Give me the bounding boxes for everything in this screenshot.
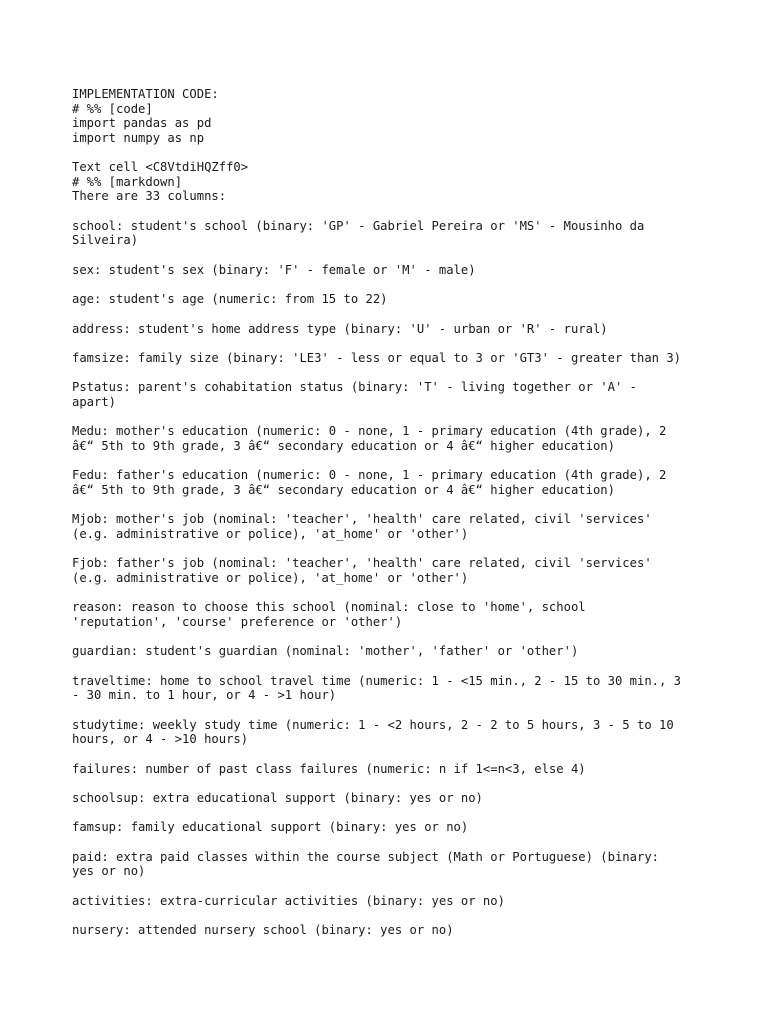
column-description-line: reason: reason to choose this school (nominal: close to 'home', school xyxy=(72,600,586,615)
column-description-line: Fedu: father's education (numeric: 0 - none, 1 - primary education (4th grade), 2 xyxy=(72,468,667,483)
text-cell-block xyxy=(72,160,712,204)
column-descriptions xyxy=(72,219,712,938)
column-description xyxy=(72,718,712,747)
markdown-cell-marker: # %% [markdown] xyxy=(72,174,183,189)
column-description xyxy=(72,424,712,453)
column-description-line: - 30 min. to 1 hour, or 4 - >1 hour) xyxy=(72,688,337,703)
column-description xyxy=(72,322,712,337)
column-description-line: famsup: family educational support (binary: yes or no) xyxy=(72,820,469,835)
column-description-line: paid: extra paid classes within the course subject (Math or Portuguese) (binary: xyxy=(72,849,659,864)
column-description-line: Pstatus: parent's cohabitation status (binary: 'T' - living together or 'A' - xyxy=(72,380,637,395)
column-description-line: (e.g. administrative or police), 'at_home' or 'other') xyxy=(72,570,469,585)
column-description-line: age: student's age (numeric: from 15 to 22) xyxy=(72,292,388,307)
document-page xyxy=(72,87,712,953)
column-description xyxy=(72,263,712,278)
implementation-header: IMPLEMENTATION CODE: xyxy=(72,87,219,101)
column-description-line: yes or no) xyxy=(72,864,146,879)
column-description-line: 'reputation', 'course' preference or 'other') xyxy=(72,614,403,629)
column-description-line: Silveira) xyxy=(72,233,139,248)
column-description-line: sex: student's sex (binary: 'F' - female or 'M' - male) xyxy=(72,262,476,277)
column-description-line: apart) xyxy=(72,394,117,409)
column-description xyxy=(72,219,712,248)
implementation-code-block xyxy=(72,87,712,145)
column-description xyxy=(72,762,712,777)
column-description xyxy=(72,894,712,909)
column-description xyxy=(72,512,712,541)
code-line: import numpy as np xyxy=(72,130,205,145)
column-description-line: schoolsup: extra educational support (binary: yes or no) xyxy=(72,790,483,805)
column-description-line: (e.g. administrative or police), 'at_home' or 'other') xyxy=(72,526,469,541)
column-description xyxy=(72,556,712,585)
column-description xyxy=(72,600,712,629)
column-description xyxy=(72,644,712,659)
column-description-line: nursery: attended nursery school (binary: yes or no) xyxy=(72,923,454,938)
column-description xyxy=(72,850,712,879)
column-description-line: traveltime: home to school travel time (numeric: 1 - <15 min., 2 - 15 to 30 min., 3 xyxy=(72,673,682,688)
column-description-line: â€“ 5th to 9th grade, 3 â€“ secondary education or 4 â€“ higher education) xyxy=(72,482,615,497)
text-cell-header: Text cell <C8VtdiHQZff0> xyxy=(72,160,249,175)
column-description xyxy=(72,292,712,307)
column-description-line: hours, or 4 - >10 hours) xyxy=(72,732,249,747)
columns-intro: There are 33 columns: xyxy=(72,189,227,204)
code-line: import pandas as pd xyxy=(72,116,212,131)
column-description xyxy=(72,791,712,806)
column-description-line: Medu: mother's education (numeric: 0 - none, 1 - primary education (4th grade), 2 xyxy=(72,424,667,439)
column-description-line: guardian: student's guardian (nominal: 'mother', 'father' or 'other') xyxy=(72,644,579,659)
column-description-line: Mjob: mother's job (nominal: 'teacher', 'health' care related, civil 'services' xyxy=(72,512,652,527)
column-description-line: failures: number of past class failures (numeric: n if 1<=n<3, else 4) xyxy=(72,761,586,776)
column-description-line: studytime: weekly study time (numeric: 1 - <2 hours, 2 - 2 to 5 hours, 3 - 5 to 10 xyxy=(72,717,674,732)
column-description xyxy=(72,380,712,409)
column-description-line: â€“ 5th to 9th grade, 3 â€“ secondary education or 4 â€“ higher education) xyxy=(72,438,615,453)
column-description-line: famsize: family size (binary: 'LE3' - less or equal to 3 or 'GT3' - greater than 3) xyxy=(72,350,682,365)
column-description-line: address: student's home address type (binary: 'U' - urban or 'R' - rural) xyxy=(72,321,608,336)
column-description xyxy=(72,923,712,938)
code-cell-marker: # %% [code] xyxy=(72,101,153,116)
column-description xyxy=(72,674,712,703)
column-description-line: school: student's school (binary: 'GP' - Gabriel Pereira or 'MS' - Mousinho da xyxy=(72,218,645,233)
column-description xyxy=(72,468,712,497)
column-description xyxy=(72,820,712,835)
column-description-line: activities: extra-curricular activities (binary: yes or no) xyxy=(72,893,505,908)
column-description-line: Fjob: father's job (nominal: 'teacher', 'health' care related, civil 'services' xyxy=(72,556,652,571)
column-description xyxy=(72,351,712,366)
